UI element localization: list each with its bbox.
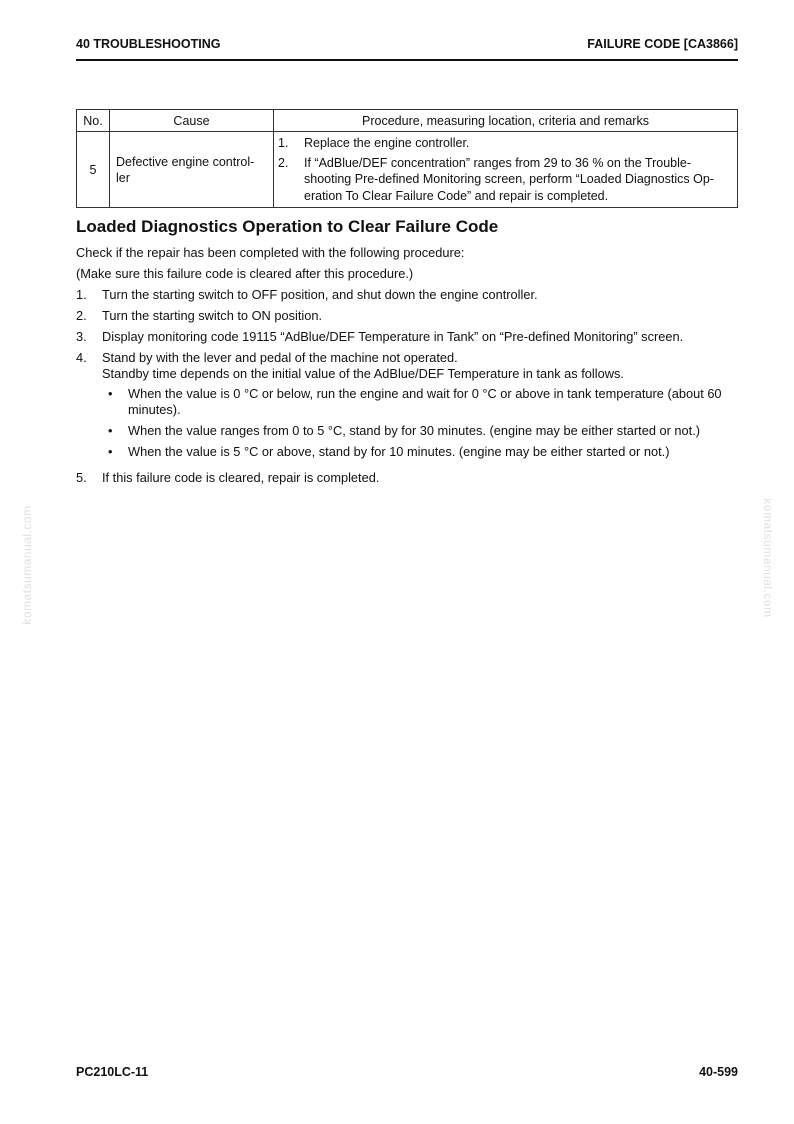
step-item [76, 350, 740, 465]
cause-table [76, 109, 738, 208]
step-subtext: Standby time depends on the initial value of the AdBlue/DEF Temperature in tank as follows. [102, 366, 624, 381]
procedure-number: 1. [278, 136, 289, 150]
step-text: If this failure code is cleared, repair is completed. [102, 470, 380, 485]
step-number: 1. [76, 287, 87, 302]
footer-model: PC210LC-11 [76, 1065, 149, 1079]
step-number: 3. [76, 329, 87, 344]
watermark-left: komatsumanual.com [20, 505, 34, 625]
step-number: 2. [76, 308, 87, 323]
bullet-symbol: • [108, 386, 113, 401]
note-text: (Make sure this failure code is cleared after this procedure.) [76, 266, 414, 281]
procedure-text: Replace the engine controller. [304, 136, 470, 150]
step-number: 5. [76, 470, 87, 485]
step-item [76, 287, 740, 303]
step-body [102, 350, 740, 465]
col-header-no: No. [77, 110, 110, 132]
bullet-symbol: • [108, 444, 113, 459]
bullet-item [102, 386, 740, 418]
bullet-symbol: • [108, 423, 113, 438]
step-text: Turn the starting switch to ON position. [102, 308, 323, 323]
cell-cause: Defective engine control- ler [110, 132, 274, 208]
section-title: Loaded Diagnostics Operation to Clear Failure Code [76, 217, 499, 236]
bullet-item [102, 423, 740, 439]
watermark-right: komatsumanual.com [761, 498, 775, 618]
intro-text: Check if the repair has been completed with the following procedure: [76, 245, 465, 260]
bullet-text: When the value is 0 °C or below, run the engine and wait for 0 °C or above in tank temperature (about 60 minutes). [128, 386, 722, 417]
col-header-cause: Cause [110, 110, 274, 132]
procedure-steps [76, 287, 740, 491]
step-text: Turn the starting switch to OFF position, and shut down the engine controller. [102, 287, 538, 302]
procedure-item [278, 135, 731, 152]
header-failure-code: FAILURE CODE [CA3866] [587, 37, 738, 51]
procedure-text: If “AdBlue/DEF concentration” ranges from 29 to 36 % on the Trouble- shooting Pre-defined Monitoring screen, perform “Loaded Diagnostics Op- eration To Clear Failure Code” and repair is completed. [304, 155, 714, 203]
procedure-item [278, 155, 731, 205]
bullet-text: When the value ranges from 0 to 5 °C, stand by for 30 minutes. (engine may be either started or not.) [128, 423, 701, 438]
procedure-list [274, 132, 737, 207]
step-item [76, 308, 740, 324]
step-number: 4. [76, 350, 87, 365]
cell-procedure [274, 132, 738, 208]
col-header-procedure: Procedure, measuring location, criteria and remarks [274, 110, 738, 132]
footer-page-number: 40-599 [699, 1065, 738, 1079]
bullet-text: When the value is 5 °C or above, stand by for 10 minutes. (engine may be either started or not.) [128, 444, 670, 459]
cell-no: 5 [77, 132, 110, 208]
page-header [76, 37, 738, 61]
bullet-list [102, 386, 740, 460]
step-item [76, 329, 740, 345]
table-row [77, 132, 738, 208]
header-section-title: 40 TROUBLESHOOTING [76, 37, 221, 51]
bullet-item [102, 444, 740, 460]
step-text: Display monitoring code 19115 “AdBlue/DEF Temperature in Tank” on “Pre-defined Monitoring” screen. [102, 329, 684, 344]
table-header-row [77, 110, 738, 132]
procedure-number: 2. [278, 155, 289, 170]
step-text: Stand by with the lever and pedal of the machine not operated. [102, 350, 458, 365]
step-item [76, 470, 740, 486]
